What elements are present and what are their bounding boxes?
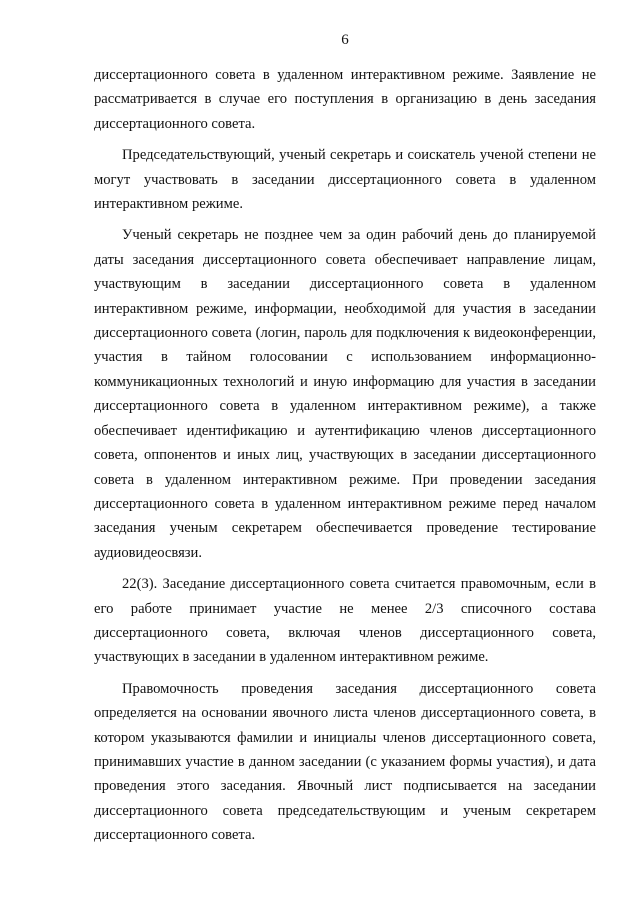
- paragraph-3: Ученый секретарь не позднее чем за один рабочий день до планируемой даты заседания диссертационного совета обеспечивает направление лицам, участвующим в заседании диссертационного совета в удаленном интерактивном режиме, информации, необходимой для участия в заседании диссертационного совета (логин, пароль для подключения к видеоконференции, участия в тайном голосовании с использованием информационно-коммуникационных технологий и иную информацию для участия в заседании диссертационного совета в удаленном интерактивном режиме), а также обеспечивает идентификацию и аутентификацию членов диссертационного совета, оппонентов и иных лиц, участвующих в заседании диссертационного совета в удаленном интерактивном режиме. При проведении заседания диссертационного совета в удаленном интерактивном режиме перед началом заседания ученым секретарем обеспечивается проведение тестирование аудиовидеосвязи.: [94, 227, 596, 561]
- paragraph-5: Правомочность проведения заседания диссертационного совета определяется на основании явочного листа членов диссертационного совета, в котором указываются фамилии и инициалы членов диссертационного совета, принимавших участие в данном заседании (с указанием формы участия), и дата проведения этого заседания. Явочный лист подписывается на заседании диссертационного совета председательствующим и ученым секретарем диссертационного совета.: [94, 680, 596, 844]
- paragraph-2: Председательствующий, ученый секретарь и соискатель ученой степени не могут участвовать в заседании диссертационного совета в удаленном интерактивном режиме.: [94, 147, 596, 213]
- paragraph-1: диссертационного совета в удаленном интерактивном режиме. Заявление не рассматривается в случае его поступления в организацию в день заседания диссертационного совета.: [94, 67, 596, 132]
- paragraph-4: 22(3). Заседание диссертационного совета считается правомочным, если в его работе принимает участие не менее 2/3 списочного состава диссертационного совета, включая членов диссертационного совета, участвующих в заседании в удаленном интерактивном режиме.: [94, 576, 596, 666]
- page-number: 6: [341, 32, 349, 48]
